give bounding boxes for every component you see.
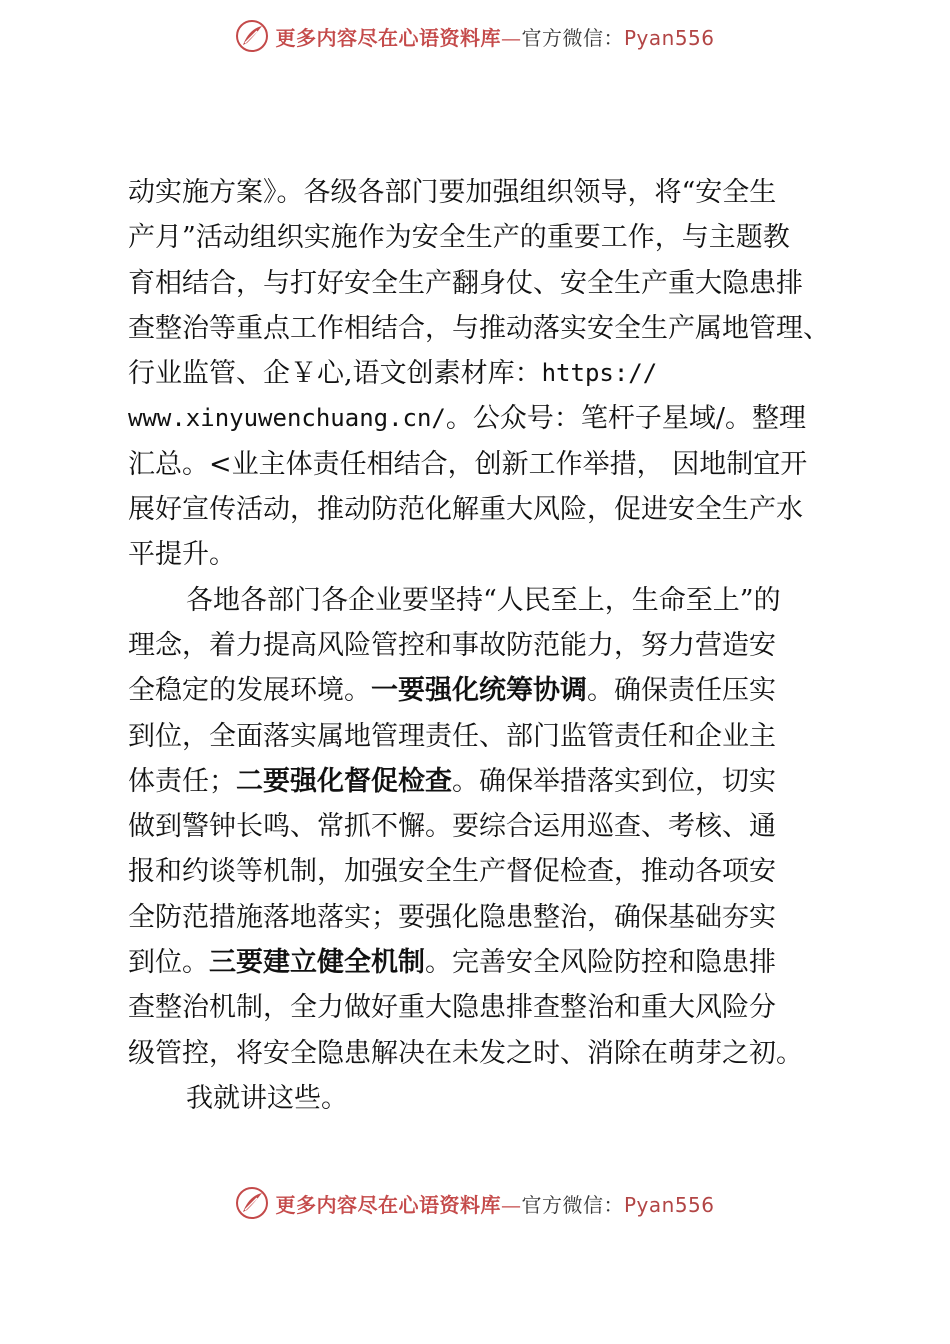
brand-logo-icon bbox=[235, 1186, 269, 1220]
p1-line-4: 查整治等重点工作相结合，与推动落实安全生产属地管理、 bbox=[128, 312, 830, 344]
p2-line-9 bbox=[128, 940, 848, 985]
p1-line-9: 平提升。 bbox=[128, 539, 236, 571]
p1-line-2: 产月”活动组织实施作为安全生产的重要工作，与主题教 bbox=[128, 222, 790, 254]
emphasis-point-1: 一要强化统筹协调 bbox=[371, 675, 587, 707]
watermark-brand: 更多内容尽在心语资料库 bbox=[275, 25, 501, 50]
watermark-label: 官方微信： bbox=[521, 1192, 624, 1217]
p2-line-4: 到位，全面落实属地管理责任、部门监管责任和企业主 bbox=[128, 720, 776, 752]
document-body bbox=[128, 170, 848, 1121]
watermark-separator: — bbox=[500, 25, 522, 50]
emphasis-point-2: 二要强化督促检查 bbox=[236, 765, 452, 797]
p1-line-5-url: https:// bbox=[541, 359, 658, 388]
watermark-separator: — bbox=[500, 1192, 522, 1217]
p2-line-7: 报和约谈等机制，加强安全生产督促检查，推动各项安 bbox=[128, 856, 776, 888]
p1-line-6-url: www.xinyuwenchuang.cn/ bbox=[128, 404, 446, 433]
p1-line-5-text: 行业监管、企￥心,语文创素材库： bbox=[128, 358, 542, 390]
emphasis-point-3: 三要建立健全机制 bbox=[209, 947, 425, 979]
watermark-wechat-id: Pyan556 bbox=[623, 1192, 715, 1217]
p2-line-6: 做到警钟长鸣、常抓不懈。要综合运用巡查、考核、通 bbox=[128, 811, 776, 843]
p1-line-3: 育相结合，与打好安全生产翻身仗、安全生产重大隐患排 bbox=[128, 267, 803, 299]
closing-line: 我就讲这些。 bbox=[186, 1082, 348, 1114]
p2-line-3 bbox=[128, 668, 848, 713]
watermark-wechat-id: Pyan556 bbox=[623, 25, 715, 50]
p2-line-5-pre: 体责任； bbox=[128, 765, 236, 797]
p1-line-8: 展好宣传活动，推动防范化解重大风险，促进安全生产水 bbox=[128, 494, 803, 526]
p1-line-5 bbox=[128, 351, 848, 396]
p2-line-5 bbox=[128, 759, 848, 804]
p1-line-1: 动实施方案》。各级各部门要加强组织领导，将“安全生 bbox=[128, 177, 777, 208]
brand-logo-icon bbox=[235, 19, 269, 53]
p2-line-3-post: 。确保责任压实 bbox=[587, 675, 776, 707]
p2-line-3-pre: 全稳定的发展环境。 bbox=[128, 675, 371, 707]
footer-watermark bbox=[0, 1181, 950, 1225]
p2-line-8: 全防范措施落地落实；要强化隐患整治，确保基础夯实 bbox=[128, 901, 776, 933]
p2-line-9-post: 。完善安全风险防控和隐患排 bbox=[425, 947, 776, 979]
p1-line-7: 汇总。<业主体责任相结合，创新工作举措， 因地制宜开 bbox=[128, 448, 808, 480]
p2-line-1: 各地各部门各企业要坚持“人民至上，生命至上”的 bbox=[186, 584, 781, 616]
p1-line-6 bbox=[128, 396, 848, 441]
header-watermark bbox=[0, 14, 950, 58]
p1-line-6-text: 。公众号：笔杆子星域/。整理 bbox=[445, 403, 806, 435]
watermark-brand: 更多内容尽在心语资料库 bbox=[275, 1192, 501, 1217]
p2-line-11: 级管控，将安全隐患解决在未发之时、消除在萌芽之初。 bbox=[128, 1037, 803, 1069]
p2-line-9-pre: 到位。 bbox=[128, 947, 209, 979]
p2-line-2: 理念，着力提高风险管控和事故防范能力，努力营造安 bbox=[128, 629, 776, 661]
watermark-label: 官方微信： bbox=[521, 25, 624, 50]
p2-line-10: 查整治机制，全力做好重大隐患排查整治和重大风险分 bbox=[128, 992, 776, 1024]
p2-line-5-post: 。确保举措落实到位，切实 bbox=[452, 765, 776, 797]
